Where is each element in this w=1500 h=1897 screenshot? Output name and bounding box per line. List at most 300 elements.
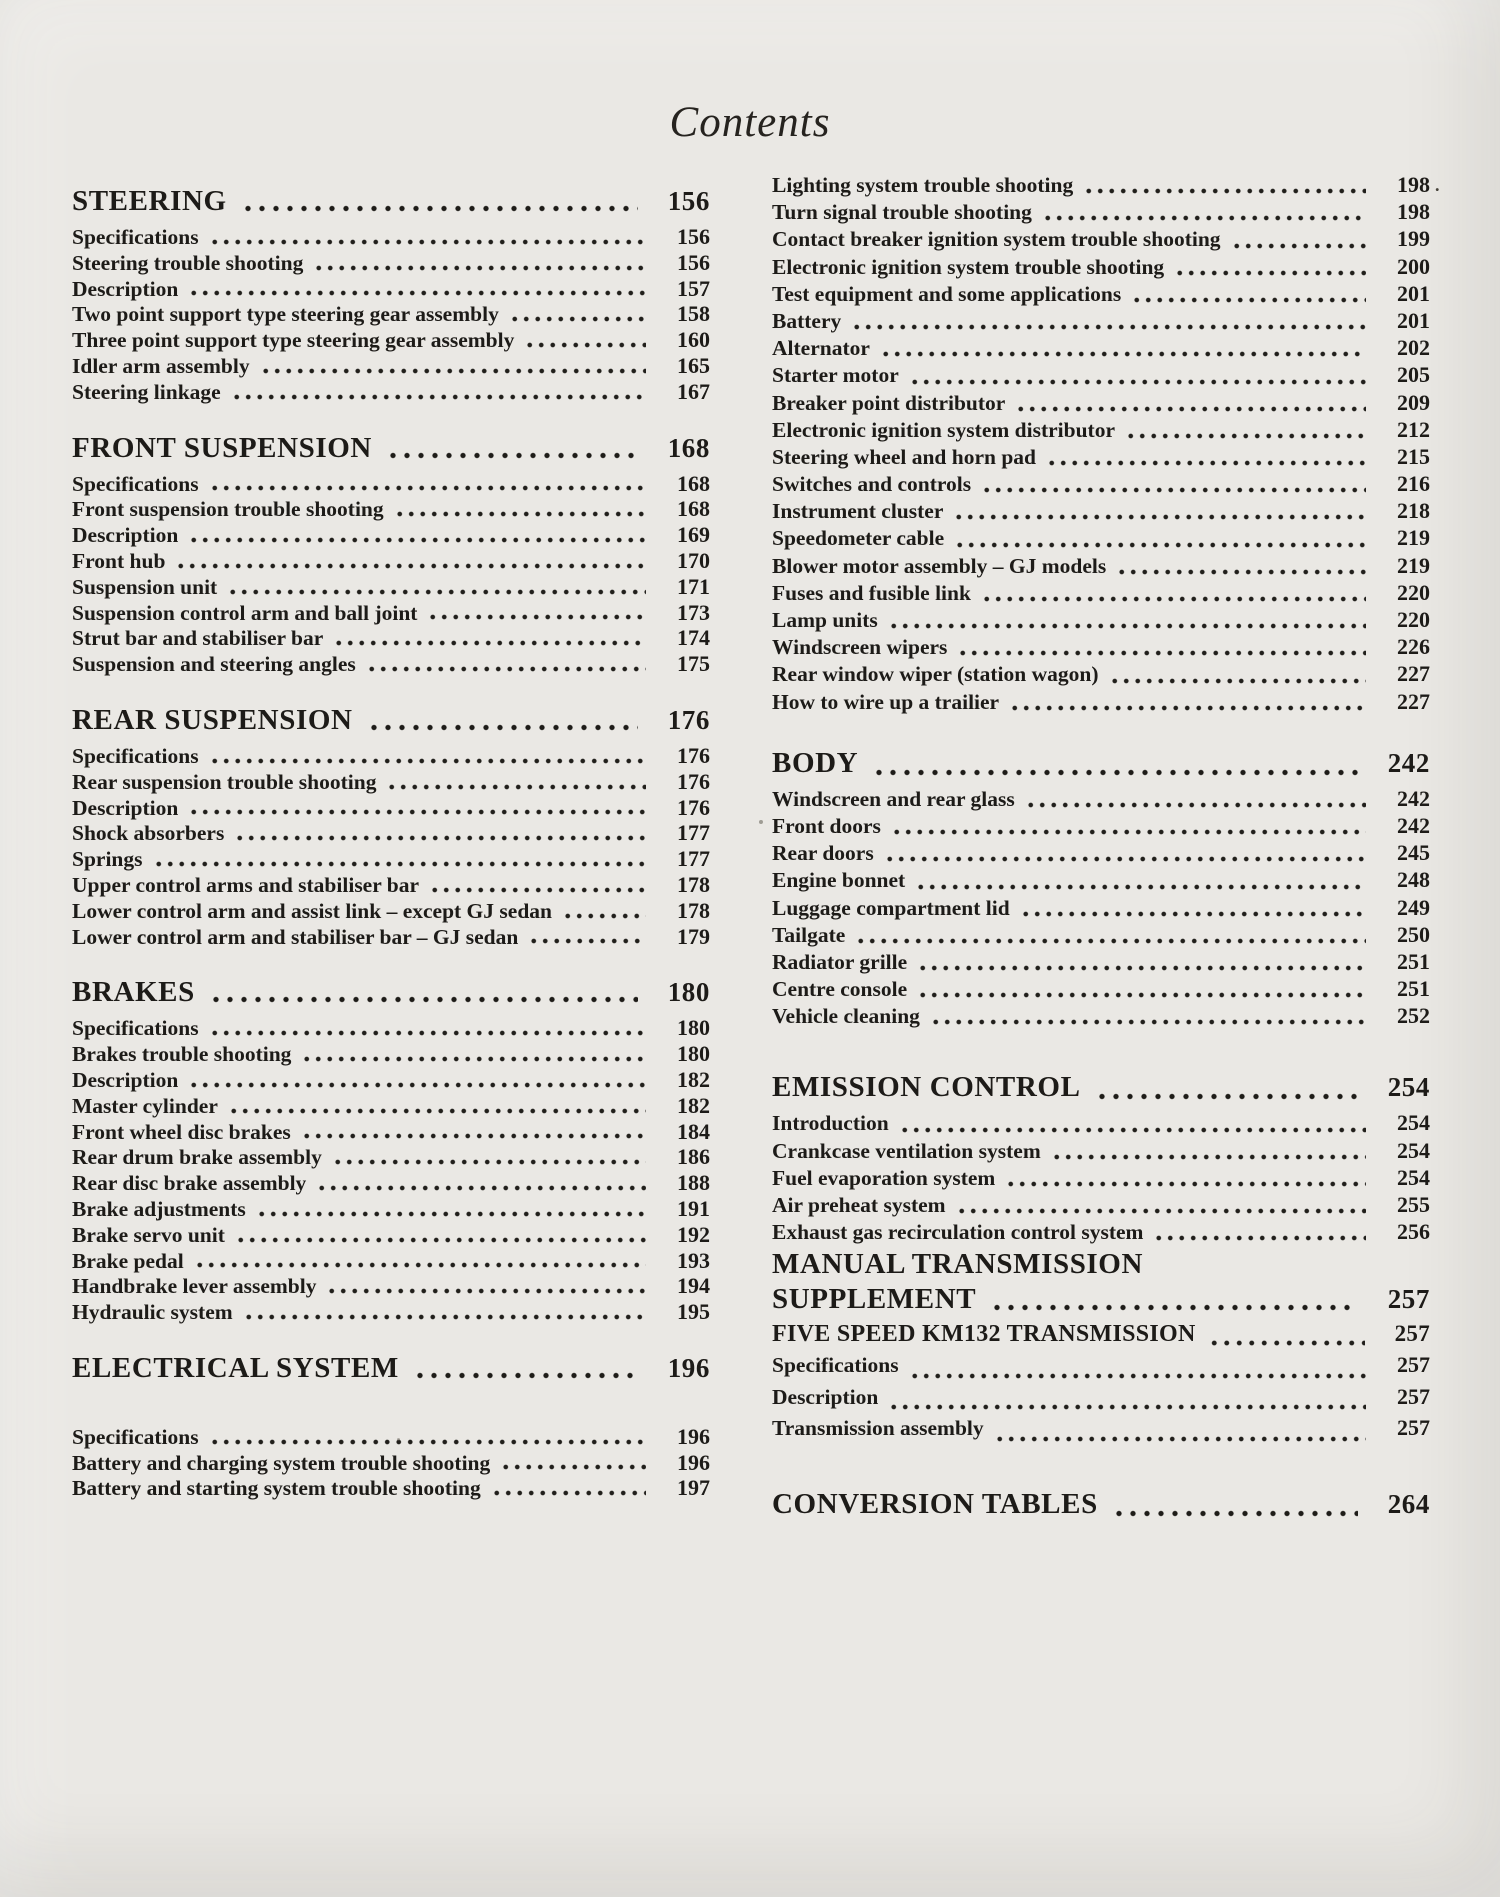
toc-entry xyxy=(72,276,710,302)
toc-entry-page-number: 174 xyxy=(677,625,710,651)
toc-entry-label: Description xyxy=(72,795,179,820)
toc-entry-page-number: 182 xyxy=(677,1092,710,1118)
toc-entry-label: Battery xyxy=(772,308,842,333)
toc-entry xyxy=(772,1415,1430,1447)
toc-entry-label: Crankcase ventilation system xyxy=(772,1138,1041,1163)
toc-column-left xyxy=(72,185,710,1501)
toc-entry-page-number: 175 xyxy=(677,651,710,677)
dot-leader xyxy=(367,723,638,732)
toc-entry-label: Luggage compartment lid xyxy=(772,895,1010,920)
toc-entry xyxy=(72,496,710,522)
toc-entry-page-number: 180 xyxy=(677,1041,710,1067)
section-heading-label: REAR SUSPENSION xyxy=(72,703,353,736)
toc-entry xyxy=(72,1450,710,1476)
dot-leader xyxy=(1109,677,1367,685)
toc-section xyxy=(72,704,710,949)
dot-leader xyxy=(855,937,1366,945)
toc-entry xyxy=(772,335,1430,362)
dot-leader xyxy=(301,1132,646,1140)
page-title: Contents xyxy=(669,99,831,146)
toc-entry xyxy=(772,922,1430,949)
toc-entry-label: Fuses and fusible link xyxy=(772,580,971,605)
toc-entry-label: Front suspension trouble shooting xyxy=(72,497,384,522)
toc-entry xyxy=(772,281,1430,308)
toc-entry-page-number: 201 xyxy=(1397,280,1430,306)
scan-speck xyxy=(397,1438,400,1441)
dot-leader xyxy=(386,783,646,791)
dot-leader xyxy=(562,912,646,920)
toc-entry-page-number: 248 xyxy=(1397,867,1430,893)
toc-section xyxy=(772,1248,1430,1447)
toc-entry-label: Front hub xyxy=(72,548,166,573)
toc-entry-label: Specifications xyxy=(72,225,199,249)
toc-entry xyxy=(772,1003,1430,1030)
section-heading-label: EMISSION CONTROL xyxy=(772,1071,1081,1104)
toc-entry-label: Battery and starting system trouble shooting xyxy=(72,1476,481,1501)
dot-leader xyxy=(209,1029,646,1037)
dot-leader xyxy=(957,649,1366,657)
toc-entry xyxy=(772,689,1430,716)
toc-entry-page-number: 226 xyxy=(1397,634,1430,660)
dot-leader xyxy=(366,665,646,673)
toc-entry-page-number: 227 xyxy=(1397,688,1430,714)
toc-entry-label: Idler arm assembly xyxy=(72,353,250,378)
toc-entry xyxy=(772,786,1430,813)
section-heading-label: SUPPLEMENT xyxy=(772,1283,977,1316)
dot-leader xyxy=(209,995,638,1004)
dot-leader xyxy=(209,757,646,765)
dot-leader xyxy=(994,1435,1366,1443)
toc-entry-page-number: 202 xyxy=(1397,335,1430,361)
toc-entry-label: Windscreen and rear glass xyxy=(772,786,1015,811)
toc-entry-page-number: 218 xyxy=(1397,498,1430,524)
toc-entry-page-number: 188 xyxy=(677,1170,710,1196)
toc-entry xyxy=(72,1196,710,1222)
toc-entry-label: Brake adjustments xyxy=(72,1196,246,1221)
toc-entry-label: Suspension and steering angles xyxy=(72,652,356,677)
toc-entry-label: Engine bonnet xyxy=(772,868,906,893)
toc-entry-label: Specifications xyxy=(72,743,199,768)
dot-leader xyxy=(228,1107,646,1115)
toc-entry-label: Blower motor assembly – GJ models xyxy=(772,553,1107,578)
dot-leader xyxy=(1046,459,1366,467)
dot-leader xyxy=(301,1055,646,1063)
toc-entry-label: Description xyxy=(772,1384,879,1409)
section-heading-label: BRAKES xyxy=(72,976,195,1009)
dot-leader xyxy=(872,768,1358,777)
toc-entry xyxy=(772,308,1430,335)
toc-entry xyxy=(772,1352,1430,1384)
toc-entry-page-number: 198 xyxy=(1397,199,1430,225)
section-heading-label: CONVERSION TABLES xyxy=(772,1487,1098,1520)
dot-leader xyxy=(209,238,646,246)
toc-entry-page-number: 186 xyxy=(677,1144,710,1170)
dot-leader xyxy=(209,484,646,492)
toc-entry-page-number: 196 xyxy=(677,1449,710,1475)
toc-entry-label: Tailgate xyxy=(772,922,846,947)
toc-entry-page-number: 220 xyxy=(1397,607,1430,632)
toc-entry-label: Fuel evaporation system xyxy=(772,1165,996,1190)
dot-leader xyxy=(1131,296,1366,304)
dot-leader xyxy=(313,264,646,272)
dot-leader xyxy=(386,451,638,460)
dot-leader xyxy=(1231,242,1366,250)
section-heading xyxy=(772,1071,1430,1107)
toc-entry xyxy=(772,976,1430,1003)
toc-entry-page-number: 167 xyxy=(677,378,710,404)
toc-entry xyxy=(72,743,710,769)
toc-entry: Lighting system trouble shooting 198 . xyxy=(772,172,1440,197)
dot-leader xyxy=(256,1210,646,1218)
toc-entry-label: Introduction xyxy=(772,1111,889,1136)
toc-entry xyxy=(72,1273,710,1299)
toc-entry xyxy=(772,1138,1430,1165)
toc-entry-page-number: 197 xyxy=(677,1475,710,1501)
dot-leader xyxy=(915,883,1366,891)
toc-section xyxy=(772,747,1430,1031)
toc-entry xyxy=(772,498,1430,525)
toc-entry-label: Steering wheel and horn pad xyxy=(772,444,1037,469)
toc-entry-label: Brake servo unit xyxy=(72,1222,225,1247)
toc-entry-label: Exhaust gas recirculation control system xyxy=(772,1220,1144,1245)
toc-entry-label: Speedometer cable xyxy=(772,526,945,551)
toc-entry-label: Steering trouble shooting xyxy=(72,250,304,275)
toc-section xyxy=(772,172,1440,716)
toc-entry xyxy=(772,1110,1430,1137)
dot-leader xyxy=(209,1438,646,1446)
toc-entry-label: Windscreen wipers xyxy=(772,635,948,660)
toc-entry-label: Suspension control arm and ball joint xyxy=(72,600,418,625)
section-heading-label: STEERING xyxy=(72,185,227,217)
dot-leader xyxy=(956,1207,1366,1215)
section-heading xyxy=(72,185,710,219)
dot-leader xyxy=(1095,1092,1358,1101)
toc-entry-page-number: 250 xyxy=(1397,921,1430,947)
dot-leader xyxy=(316,1184,646,1192)
section-heading-page-number: 196 xyxy=(667,1352,710,1383)
dot-leader xyxy=(188,808,646,816)
toc-entry-label: Springs xyxy=(72,847,143,872)
dot-leader xyxy=(1208,1339,1365,1347)
toc-entry-page-number: 227 xyxy=(1397,661,1430,687)
toc-entry-page-number: 220 xyxy=(1397,579,1430,605)
section-heading-page-number: 176 xyxy=(667,704,710,735)
toc-entry-label: Brake pedal xyxy=(72,1248,184,1273)
toc-entry-page-number: 182 xyxy=(677,1066,710,1092)
dot-leader xyxy=(528,937,646,945)
dot-leader xyxy=(429,886,646,894)
toc-entry xyxy=(72,872,710,898)
section-heading xyxy=(772,1283,1430,1318)
dot-leader xyxy=(188,289,646,297)
toc-entry-label: Lighting system trouble shooting xyxy=(772,173,1074,197)
toc-section xyxy=(72,1352,710,1501)
toc-entry-label: Centre console xyxy=(772,977,908,1002)
toc-entry-page-number: 254 xyxy=(1397,1110,1430,1136)
dot-leader xyxy=(880,350,1366,358)
section-heading-label: ELECTRICAL SYSTEM xyxy=(72,1351,399,1384)
toc-entry-page-number: 178 xyxy=(677,871,710,897)
toc-entry xyxy=(72,1222,710,1248)
toc-entry-label: Test equipment and some applications xyxy=(772,281,1122,306)
toc-entry-page-number: 195 xyxy=(677,1299,710,1325)
toc-section xyxy=(72,976,710,1325)
section-subheading xyxy=(772,1321,1430,1352)
toc-entry-page-number: 173 xyxy=(677,599,710,625)
toc-entry-label: Battery and charging system trouble shooting xyxy=(72,1450,491,1475)
toc-entry xyxy=(72,574,710,600)
toc-entry xyxy=(72,1093,710,1119)
toc-entry-page-number: 215 xyxy=(1397,443,1430,469)
toc-entry xyxy=(72,1015,710,1041)
toc-entry xyxy=(72,600,710,626)
toc-entry-page-number: 179 xyxy=(677,923,710,949)
toc-entry-page-number: 212 xyxy=(1397,416,1430,442)
toc-entry-label: Lower control arm and assist link – except GJ sedan xyxy=(72,898,552,923)
dot-leader xyxy=(1083,187,1366,195)
toc-entry-page-number: 257 xyxy=(1397,1352,1430,1378)
toc-entry-page-number: 251 xyxy=(1397,948,1430,974)
section-heading-label: FRONT SUSPENSION xyxy=(72,431,372,464)
toc-entry-page-number: 251 xyxy=(1397,976,1430,1002)
toc-entry xyxy=(772,1165,1430,1192)
section-heading-label: BODY xyxy=(772,746,859,779)
dot-leader xyxy=(227,588,646,596)
dot-leader xyxy=(891,828,1366,836)
toc-entry xyxy=(772,895,1430,922)
toc-entry xyxy=(72,924,710,950)
toc-entry-label: Shock absorbers xyxy=(72,821,225,846)
toc-entry xyxy=(72,327,710,353)
toc-entry-label: Hydraulic system xyxy=(72,1300,233,1325)
section-heading-page-number: 264 xyxy=(1387,1488,1430,1519)
toc-entry-page-number: 176 xyxy=(677,768,710,794)
toc-entry xyxy=(72,353,710,379)
dot-leader xyxy=(153,860,646,868)
toc-entry-page-number: 176 xyxy=(677,742,710,768)
toc-entry-label: Handbrake lever assembly xyxy=(72,1274,317,1299)
toc-entry-page-number: 194 xyxy=(677,1273,710,1299)
toc-entry-label: Description xyxy=(72,1067,179,1092)
dot-leader xyxy=(394,510,646,518)
toc-entry-label: Two point support type steering gear assembly xyxy=(72,302,499,327)
toc-entry-label: How to wire up a trailier xyxy=(772,689,1000,714)
toc-entry-page-number: 191 xyxy=(677,1195,710,1221)
toc-entry xyxy=(72,522,710,548)
toc-entry xyxy=(72,651,710,677)
toc-entry-page-number: 219 xyxy=(1397,552,1430,578)
dot-leader xyxy=(917,964,1366,972)
dot-leader xyxy=(188,1081,646,1089)
toc-entry-page-number: 176 xyxy=(677,794,710,820)
dot-leader xyxy=(981,595,1366,603)
toc-section xyxy=(72,185,710,405)
toc-entry xyxy=(772,607,1430,634)
toc-entry xyxy=(72,1067,710,1093)
toc-entry xyxy=(772,417,1430,444)
section-heading-page-number: 257 xyxy=(1387,1284,1430,1315)
dot-leader xyxy=(188,536,646,544)
toc-entry xyxy=(772,471,1430,498)
toc-entry-label: Turn signal trouble shooting xyxy=(772,200,1032,225)
toc-entry-page-number: 198 xyxy=(1397,172,1430,197)
toc-entry-label: Rear doors xyxy=(772,841,874,866)
dot-leader xyxy=(990,1303,1358,1312)
toc-entry xyxy=(72,1144,710,1170)
toc-entry-label: Instrument cluster xyxy=(772,499,944,524)
toc-entry-page-number: 177 xyxy=(677,820,710,846)
toc-entry-page-number: 168 xyxy=(677,470,710,496)
toc-entry-page-number: 169 xyxy=(677,522,710,548)
dot-leader xyxy=(413,1371,638,1380)
dot-leader xyxy=(1116,568,1366,576)
dot-leader xyxy=(981,486,1366,494)
toc-entry-page-number: 252 xyxy=(1397,1003,1430,1029)
toc-entry-page-number: 192 xyxy=(677,1221,710,1247)
toc-entry-label: Front wheel disc brakes xyxy=(72,1119,291,1144)
section-heading xyxy=(772,1488,1430,1524)
toc-section xyxy=(772,1488,1430,1524)
toc-entry xyxy=(772,867,1430,894)
toc-entry-label: Lower control arm and stabiliser bar – GJ sedan xyxy=(72,924,519,949)
toc-entry-page-number: 219 xyxy=(1397,525,1430,551)
toc-entry-label: Vehicle cleaning xyxy=(772,1004,920,1029)
toc-entry-label: Transmission assembly xyxy=(772,1416,984,1441)
dot-leader xyxy=(1051,1153,1366,1161)
toc-entry-label: Air preheat system xyxy=(772,1193,946,1217)
toc-entry-page-number: 170 xyxy=(677,547,710,573)
toc-entry-label: Alternator xyxy=(772,336,870,361)
toc-entry-label: Radiator grille xyxy=(772,949,908,974)
toc-entry-page-number: 205 xyxy=(1397,362,1430,388)
toc-entry-page-number: 201 xyxy=(1397,307,1430,333)
toc-entry-label: Rear suspension trouble shooting xyxy=(72,769,377,794)
section-heading xyxy=(72,432,710,466)
toc-entry xyxy=(72,898,710,924)
dot-leader xyxy=(1153,1234,1366,1242)
toc-entry-page-number: 257 xyxy=(1397,1415,1430,1441)
dot-leader xyxy=(909,1372,1366,1380)
section-heading-page-number: 168 xyxy=(667,432,710,463)
section-subheading-page-number: 257 xyxy=(1394,1321,1430,1347)
toc-entry-page-number: 156 xyxy=(677,249,710,275)
dot-leader xyxy=(1174,269,1366,277)
dot-leader xyxy=(241,204,638,213)
toc-entry-label: Description xyxy=(72,276,179,301)
section-heading xyxy=(772,1248,1430,1283)
toc-entry-label: Rear window wiper (station wagon) xyxy=(772,662,1099,687)
toc-section xyxy=(72,432,710,677)
dot-leader xyxy=(909,378,1366,386)
toc-entry xyxy=(772,444,1430,471)
toc-entry-page-number: 209 xyxy=(1397,389,1430,415)
dot-leader xyxy=(1015,405,1366,413)
section-heading xyxy=(772,747,1430,783)
toc-entry xyxy=(772,1192,1430,1219)
dot-leader xyxy=(427,613,646,621)
toc-entry-label: Front doors xyxy=(772,813,881,838)
toc-entry xyxy=(72,625,710,651)
dot-leader xyxy=(175,562,646,570)
toc-entry-label: Electronic ignition system trouble shooting xyxy=(772,254,1165,279)
toc-entry-label: Electronic ignition system distributor xyxy=(772,417,1115,442)
toc-entry xyxy=(72,1119,710,1145)
dot-leader xyxy=(884,855,1366,863)
toc-entry-page-number: 158 xyxy=(677,301,710,327)
section-heading-page-number: 180 xyxy=(667,977,710,1008)
toc-entry xyxy=(72,548,710,574)
toc-entry-page-number: 165 xyxy=(677,352,710,378)
toc-entry xyxy=(72,224,710,250)
dot-leader xyxy=(851,323,1366,331)
toc-entry xyxy=(772,813,1430,840)
toc-entry-label: Strut bar and stabiliser bar xyxy=(72,626,324,651)
toc-entry xyxy=(72,1248,710,1274)
section-heading xyxy=(72,976,710,1010)
toc-entry-page-number: 196 xyxy=(677,1423,710,1449)
toc-entry-label: Specifications xyxy=(72,1424,199,1449)
dot-leader xyxy=(326,1287,646,1295)
dot-leader xyxy=(524,341,646,349)
scan-speck xyxy=(759,820,763,824)
dot-leader xyxy=(333,639,646,647)
toc-entry-page-number: 256 xyxy=(1397,1219,1430,1245)
dot-leader xyxy=(1025,801,1366,809)
toc-entry-page-number: 184 xyxy=(677,1118,710,1144)
toc-entry-label: Lamp units xyxy=(772,608,878,632)
dot-leader xyxy=(888,622,1366,630)
dot-leader xyxy=(491,1489,646,1497)
toc-entry xyxy=(72,471,710,497)
toc-entry-label: Brakes trouble shooting xyxy=(72,1042,292,1067)
toc-entry xyxy=(72,250,710,276)
dot-leader xyxy=(235,1236,646,1244)
toc-entry xyxy=(772,661,1430,688)
toc-entry-page-number: 249 xyxy=(1397,894,1430,920)
toc-entry-page-number: 156 xyxy=(677,224,710,249)
toc-entry xyxy=(772,226,1430,253)
toc-entry-label: Specifications xyxy=(72,1016,199,1041)
dot-leader xyxy=(953,513,1366,521)
toc-entry-label: Rear disc brake assembly xyxy=(72,1171,307,1196)
toc-entry xyxy=(72,1424,710,1450)
toc-entry-page-number: 193 xyxy=(677,1247,710,1273)
toc-entry xyxy=(72,301,710,327)
dot-leader xyxy=(231,393,646,401)
toc-entry-page-number: 242 xyxy=(1397,812,1430,838)
toc-entry-page-number: 200 xyxy=(1397,253,1430,279)
toc-entry xyxy=(772,525,1430,552)
toc-entry-page-number: 157 xyxy=(677,275,710,301)
section-heading-label: MANUAL TRANSMISSION xyxy=(772,1248,1144,1281)
toc-entry-label: Specifications xyxy=(772,1353,899,1378)
dot-leader xyxy=(1125,432,1366,440)
toc-entry-page-number: 168 xyxy=(677,496,710,522)
toc-entry-page-number: 199 xyxy=(1397,226,1430,252)
toc-entry-label: Master cylinder xyxy=(72,1093,218,1118)
toc-entry-label: Breaker point distributor xyxy=(772,390,1006,415)
toc-entry-page-number: 180 xyxy=(677,1015,710,1041)
toc-entry-page-number: 171 xyxy=(677,573,710,599)
toc-entry xyxy=(72,1475,710,1501)
toc-column-right xyxy=(772,172,1440,1527)
toc-entry xyxy=(72,795,710,821)
toc-entry-page-number: 254 xyxy=(1397,1164,1430,1190)
dot-leader xyxy=(1112,1509,1358,1518)
toc-entry-page-number: 257 xyxy=(1397,1383,1430,1409)
toc-entry xyxy=(72,379,710,405)
toc-entry xyxy=(72,820,710,846)
